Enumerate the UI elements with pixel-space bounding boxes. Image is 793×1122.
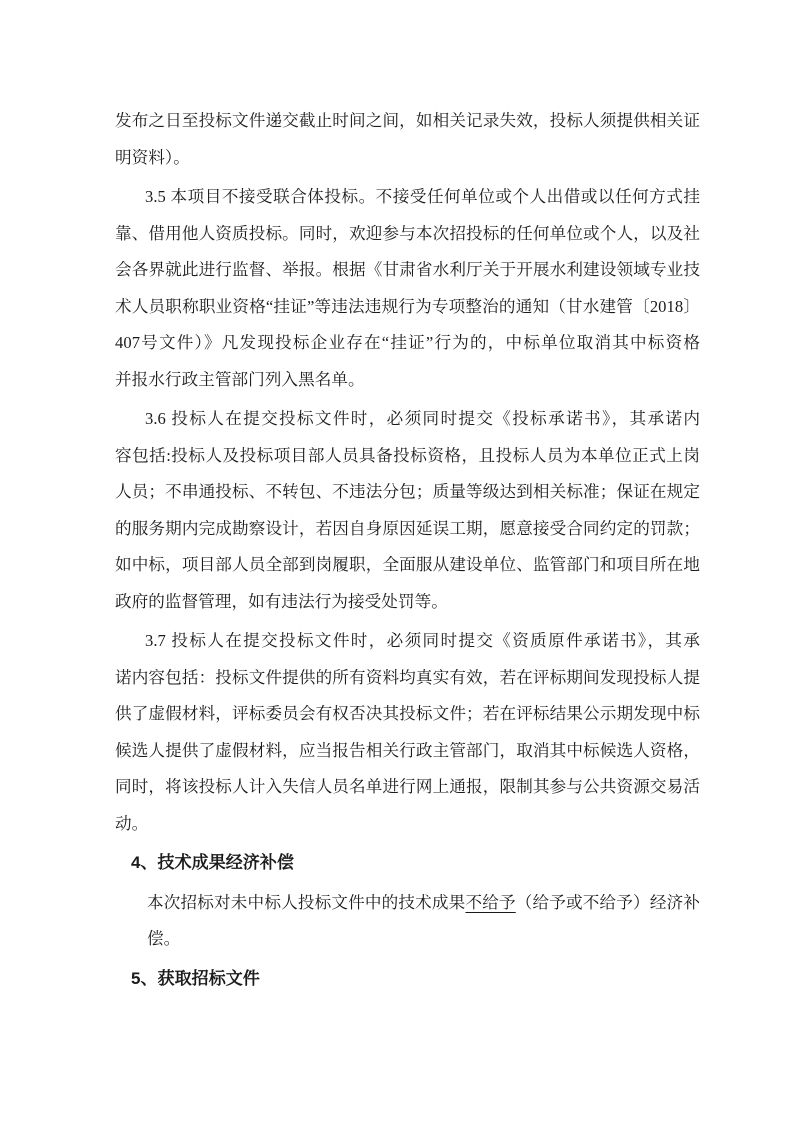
text-line: 发布之日至投标文件递交截止时间之间，如相关记录失效，投标人须提供相关证 [115,111,700,130]
text-line: 候选人提供了虚假材料，应当报告相关行政主管部门，取消其中标候选人资格， [115,740,700,760]
underlined-answer: 不给予 [465,892,516,912]
text-line: 407号文件）》凡发现投标企业存在“挂证”行为的，中标单位取消其中标资格 [115,333,700,352]
text-line: 并报水行政主管部门列入黑名单。 [115,369,365,389]
body-text: （给予或不给予）经济补 [515,892,700,912]
text-line: 明资料）。 [115,147,190,167]
text-line: 人员；不串通投标、不转包、不违法分包；质量等级达到相关标准；保证在规定 [115,482,700,501]
text-line: 偿。 [147,929,181,948]
text-line: 会各界就此进行监督、举报。根据《甘肃省水利厅关于开展水利建设领域专业技 [115,260,700,279]
section-4-heading: 4、技术成果经济补偿 [131,853,294,872]
section-4-paragraph [147,885,700,958]
text-line: 3.5 本项目不接受联合体投标。不接受任何单位或个人出借或以任何方式挂 [145,187,700,206]
body-text: 本次招标对未中标人投标文件中的技术成果 [147,892,466,912]
clause-3-7-paragraph [115,623,700,842]
document-content [115,103,700,1000]
text-line: 动。 [115,813,149,833]
text-line: 如中标，项目部人员全部到岗履职，全面服从建设单位、监管部门和项目所在地 [115,555,700,574]
text-line: 供了虚假材料，评标委员会有权否决其投标文件；若在评标结果公示期发现中标 [115,704,700,723]
section-5-heading: 5、获取招标文件 [131,968,260,988]
clause-3-5-paragraph [115,179,700,398]
text-line: 的服务期内完成勘察设计，若因自身原因延误工期，愿意接受合同约定的罚款； [115,518,700,538]
text-line: 术人员职称职业资格“挂证”等违法违规行为专项整治的通知（甘水建管〔2018〕 [115,296,700,316]
clause-3-6-paragraph [115,401,700,620]
text-line: 诺内容包括：投标文件提供的所有资料均真实有效，若在评标期间发现投标人提 [115,667,700,687]
text-line: 3.6 投标人在提交投标文件时，必须同时提交《投标承诺书》，其承诺内 [145,409,700,428]
text-line: 靠、借用他人资质投标。同时，欢迎参与本次招投标的任何单位或个人，以及社 [115,223,700,243]
text-line [147,885,700,922]
text-line: 政府的监督管理，如有违法行为接受处罚等。 [115,591,448,611]
paragraph-continuation [115,103,700,176]
text-line: 3.7 投标人在提交投标文件时，必须同时提交《资质原件承诺书》，其承 [145,631,700,650]
text-line: 同时，将该投标人计入失信人员名单进行网上通报，限制其参与公共资源交易活 [115,777,700,796]
text-line: 容包括:投标人及投标项目部人员具备投标资格，且投标人员为本单位正式上岗 [115,445,700,465]
